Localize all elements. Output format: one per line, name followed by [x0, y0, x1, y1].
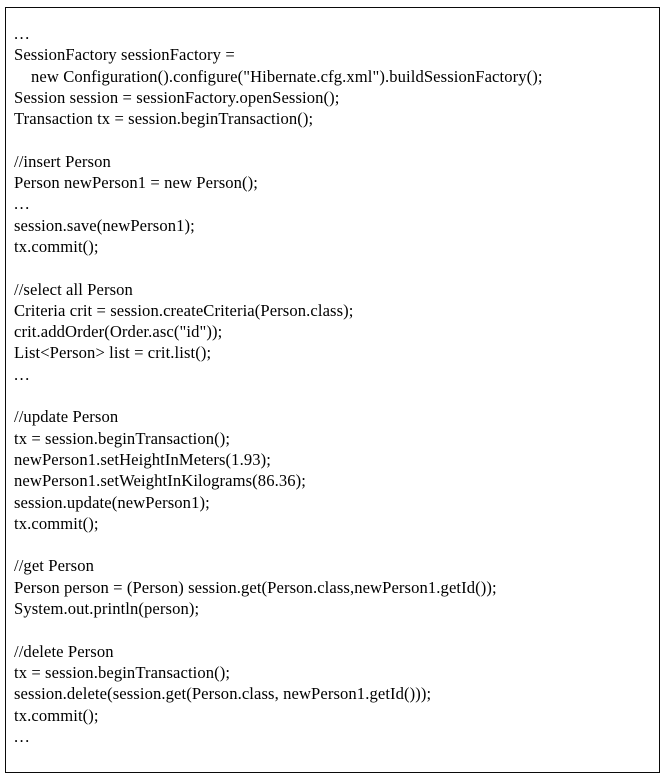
code-line: ... — [14, 194, 31, 214]
code-line: List<Person> list = crit.list(); — [14, 343, 212, 363]
code-line: //delete Person — [14, 641, 114, 661]
code-listing — [14, 23, 655, 747]
code-line: tx = session.beginTransaction(); — [14, 662, 231, 682]
code-line: tx = session.beginTransaction(); — [14, 428, 231, 448]
code-line: ... — [14, 364, 31, 384]
code-line: Person person = (Person) session.get(Person.class,newPerson1.getId()); — [14, 577, 497, 597]
code-line — [14, 385, 655, 406]
code-line — [14, 257, 655, 278]
code-line: //insert Person — [14, 151, 111, 171]
code-line: new Configuration().configure("Hibernate.cfg.xml").buildSessionFactory(); — [14, 66, 543, 86]
code-line: newPerson1.setWeightInKilograms(86.36); — [14, 471, 306, 491]
code-line: tx.commit(); — [14, 513, 99, 533]
code-line: tx.commit(); — [14, 236, 99, 256]
code-line: Person newPerson1 = new Person(); — [14, 173, 259, 193]
code-line — [14, 619, 655, 640]
code-line: Criteria crit = session.createCriteria(Person.class); — [14, 300, 354, 320]
code-line: System.out.println(person); — [14, 599, 200, 619]
code-listing-frame — [5, 7, 660, 773]
code-line — [14, 534, 655, 555]
code-line: //update Person — [14, 407, 119, 427]
code-line: //get Person — [14, 556, 95, 576]
code-line: crit.addOrder(Order.asc("id")); — [14, 322, 223, 342]
code-line — [14, 129, 655, 150]
code-line: ... — [14, 726, 31, 746]
code-line: session.save(newPerson1); — [14, 215, 195, 235]
code-line: Session session = sessionFactory.openSession(); — [14, 87, 340, 107]
code-line: session.update(newPerson1); — [14, 492, 210, 512]
code-line: Transaction tx = session.beginTransaction(); — [14, 109, 314, 129]
code-line: tx.commit(); — [14, 705, 99, 725]
code-line: //select all Person — [14, 279, 133, 299]
code-line: newPerson1.setHeightInMeters(1.93); — [14, 449, 271, 469]
code-line: SessionFactory sessionFactory = — [14, 45, 235, 65]
code-line: session.delete(session.get(Person.class, newPerson1.getId())); — [14, 684, 432, 704]
code-line: ... — [14, 24, 31, 43]
